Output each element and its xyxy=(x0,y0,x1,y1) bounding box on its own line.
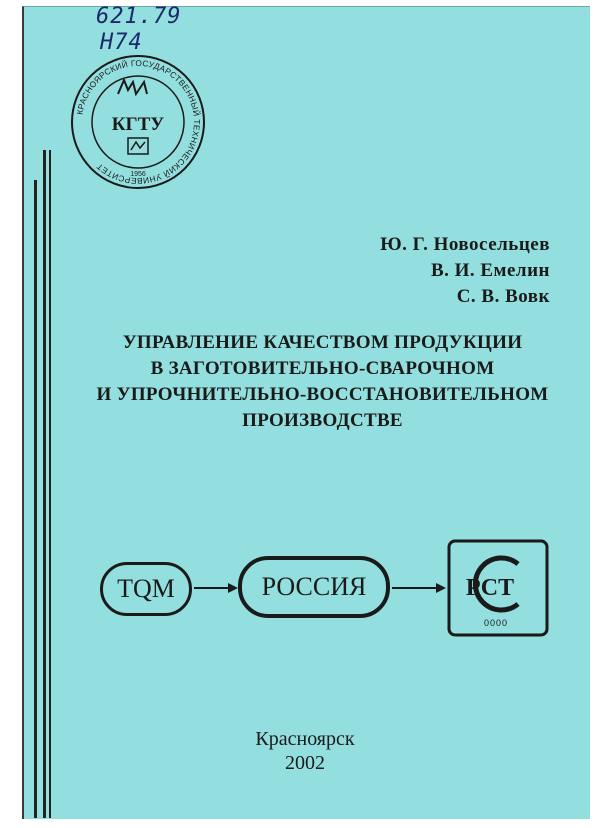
cert-code: 0000 xyxy=(483,618,509,628)
title-line-4: ПРОИЗВОДСТВЕ xyxy=(242,410,403,431)
seal-year: 1956 xyxy=(130,171,146,178)
author-1: Ю. Г. Новосельцев xyxy=(380,234,550,255)
book-title xyxy=(85,330,560,434)
handwritten-shelf-code: 621.79 xyxy=(96,4,182,29)
imprint-city: Красноярск xyxy=(255,728,355,750)
title-line-2: В ЗАГОТОВИТЕЛЬНО-СВАРОЧНОМ xyxy=(150,358,495,379)
author-2: В. И. Емелин xyxy=(430,260,550,281)
handwritten-author-mark: Н74 xyxy=(100,30,143,55)
arrow-right-icon xyxy=(390,578,448,598)
cert-mark-text: РСТ xyxy=(465,575,515,601)
author-list xyxy=(380,232,550,310)
diagram-box-russia: РОССИЯ xyxy=(238,556,390,618)
diagram-box-tqm: TQM xyxy=(100,562,192,616)
arrow-right-icon xyxy=(192,578,240,598)
seal-book-icon xyxy=(131,142,145,150)
spine-rule-2 xyxy=(43,150,46,818)
university-seal xyxy=(68,52,208,192)
imprint-year: 2002 xyxy=(285,752,325,774)
spine-rule-3 xyxy=(49,150,51,818)
title-line-1: УПРАВЛЕНИЕ КАЧЕСТВОМ ПРОДУКЦИИ xyxy=(122,332,523,353)
seal-abbreviation: КГТУ xyxy=(111,114,165,135)
author-3: С. В. Вовк xyxy=(456,286,550,307)
seal-emblem-icon xyxy=(118,80,147,94)
imprint xyxy=(190,727,420,775)
title-line-3: И УПРОЧНИТЕЛЬНО-ВОССТАНОВИТЕЛЬНОМ xyxy=(96,384,549,405)
certification-mark-icon xyxy=(446,538,550,638)
spine-rule-1 xyxy=(34,180,37,818)
seal-ring-text: КРАСНОЯРСКИЙ ГОСУДАРСТВЕННЫЙ ТЕХНИЧЕСКИЙ УНИВЕРСИТЕТ xyxy=(74,57,203,187)
